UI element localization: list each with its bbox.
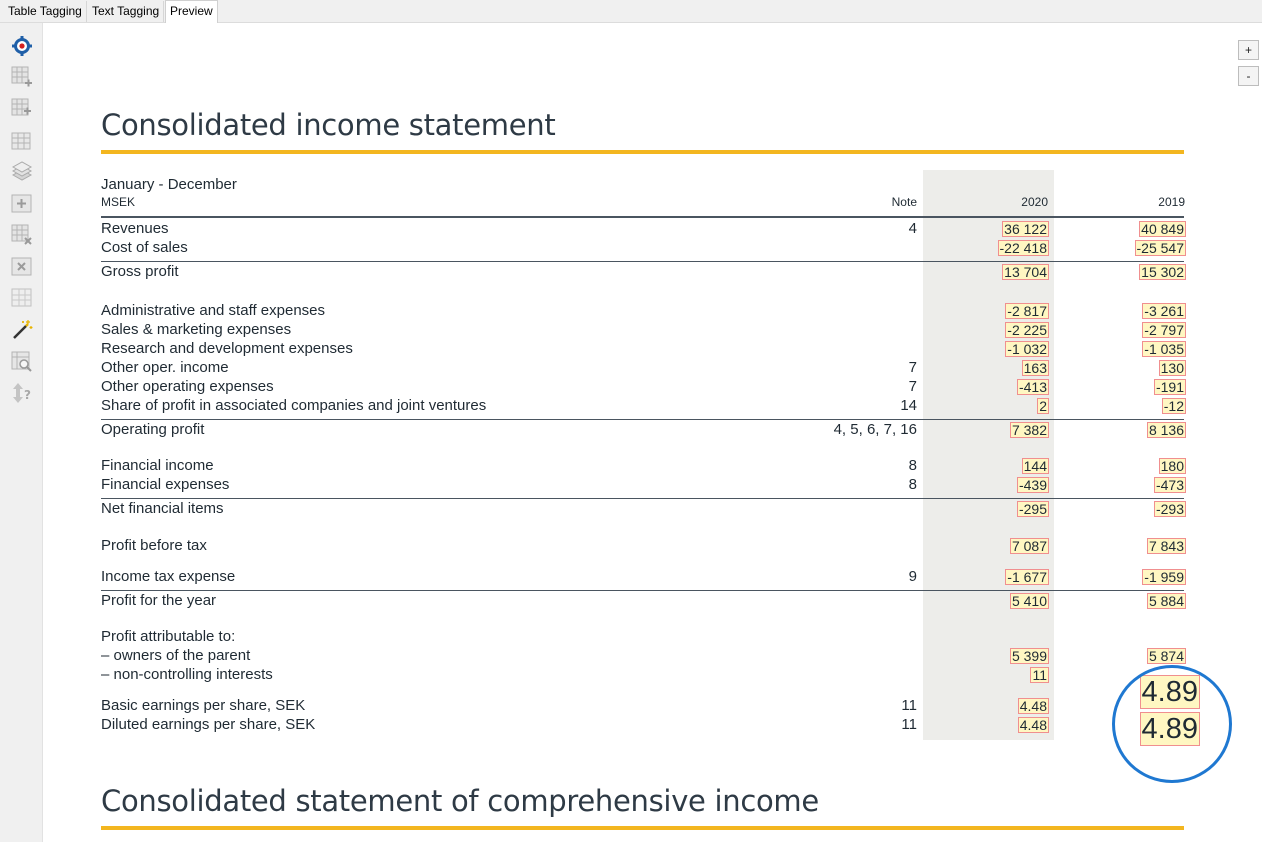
- tab-preview[interactable]: Preview: [165, 0, 218, 23]
- table-delete-icon[interactable]: [11, 224, 33, 246]
- row-note: 7: [908, 359, 917, 376]
- note-header: Note: [891, 195, 917, 209]
- value-2019[interactable]: 5 874: [1148, 648, 1184, 664]
- profit-year-rule: [101, 590, 1184, 591]
- value-2020[interactable]: 7 382: [1011, 422, 1047, 438]
- next-section-rule: [101, 826, 1184, 830]
- value-2020[interactable]: -413: [1018, 379, 1047, 395]
- value-2020[interactable]: -439: [1018, 477, 1047, 493]
- table-add-row-icon[interactable]: [11, 66, 33, 88]
- value-2019[interactable]: 7 843: [1148, 538, 1184, 554]
- value-2019[interactable]: 130: [1160, 360, 1184, 376]
- row-label: Share of profit in associated companies and joint ventures: [101, 397, 487, 414]
- value-2020[interactable]: -295: [1018, 501, 1047, 517]
- value-2019[interactable]: 15 302: [1141, 264, 1184, 280]
- gross-profit-rule: [101, 261, 1184, 262]
- row-note: 4: [908, 220, 917, 237]
- layers-icon[interactable]: [11, 161, 33, 183]
- value-2020[interactable]: 2: [1039, 398, 1047, 414]
- row-note: 11: [901, 716, 917, 733]
- value-2019[interactable]: -473: [1155, 477, 1184, 493]
- row-note: 11: [901, 697, 917, 714]
- value-2019[interactable]: 5 884: [1148, 593, 1184, 609]
- row-label: Financial income: [101, 457, 214, 474]
- value-2019[interactable]: -3 261: [1144, 303, 1184, 319]
- year-2019-header: 2019: [1158, 195, 1185, 209]
- value-2020[interactable]: 144: [1023, 458, 1047, 474]
- row-label: Cost of sales: [101, 239, 188, 256]
- row-note: 14: [900, 397, 917, 414]
- table-add-column-icon[interactable]: [11, 98, 33, 120]
- value-2019[interactable]: 40 849: [1141, 221, 1184, 237]
- row-label: Administrative and staff expenses: [101, 302, 326, 319]
- svg-text:?: ?: [24, 388, 31, 402]
- period-label: January - December: [101, 176, 237, 193]
- value-2020[interactable]: -1 677: [1007, 569, 1047, 585]
- currency-label: MSEK: [101, 195, 136, 209]
- table-blank-icon[interactable]: [11, 287, 33, 309]
- tab-bar: [0, 0, 1262, 23]
- value-2020[interactable]: 4.48: [1019, 717, 1047, 733]
- value-2020[interactable]: 13 704: [1004, 264, 1047, 280]
- value-2020[interactable]: -22 418: [999, 240, 1047, 256]
- row-label: Research and development expenses: [101, 340, 353, 357]
- row-label: – non-controlling interests: [101, 666, 273, 683]
- value-2020[interactable]: 5 399: [1011, 648, 1047, 664]
- value-2019[interactable]: -2 797: [1144, 322, 1184, 338]
- zoom-out-button[interactable]: -: [1238, 66, 1259, 86]
- row-label: Basic earnings per share, SEK: [101, 697, 306, 714]
- value-2019[interactable]: 8 136: [1148, 422, 1184, 438]
- row-label: Sales & marketing expenses: [101, 321, 292, 338]
- value-2020[interactable]: -2 225: [1007, 322, 1047, 338]
- sort-help-icon[interactable]: [11, 382, 33, 404]
- operating-profit-rule: [101, 419, 1184, 420]
- row-label: Other operating expenses: [101, 378, 274, 395]
- tab-table-tagging[interactable]: Table Tagging: [4, 1, 87, 22]
- row-note: 7: [908, 378, 917, 395]
- value-2019[interactable]: 180: [1160, 458, 1184, 474]
- row-label: Revenues: [101, 220, 169, 237]
- row-label: Income tax expense: [101, 568, 236, 585]
- header-rule: [101, 216, 1184, 218]
- year-2020-header: 2020: [1021, 195, 1048, 209]
- value-2020[interactable]: 7 087: [1011, 538, 1047, 554]
- value-2020[interactable]: 4.48: [1019, 698, 1047, 714]
- value-2019[interactable]: -25 547: [1136, 240, 1184, 256]
- table-remove-icon[interactable]: [11, 256, 33, 278]
- row-label: – owners of the parent: [101, 647, 251, 664]
- row-label: Gross profit: [101, 263, 179, 280]
- title-rule: [101, 150, 1184, 154]
- net-financial-rule: [101, 498, 1184, 499]
- row-label: Diluted earnings per share, SEK: [101, 716, 316, 733]
- row-label: Profit before tax: [101, 537, 207, 554]
- row-label: Other oper. income: [101, 359, 229, 376]
- value-2020[interactable]: 163: [1023, 360, 1047, 376]
- value-2020[interactable]: 5 410: [1011, 593, 1047, 609]
- row-label: Profit for the year: [101, 592, 217, 609]
- magic-wand-icon[interactable]: [11, 319, 33, 341]
- zoom-in-button[interactable]: +: [1238, 40, 1259, 60]
- row-note: 9: [908, 568, 917, 585]
- highlight-circle: [1112, 665, 1232, 783]
- row-note: 8: [908, 457, 917, 474]
- value-2019-magnified[interactable]: 4.89: [1141, 713, 1198, 745]
- table-grid-icon[interactable]: [11, 130, 33, 152]
- value-2020[interactable]: -2 817: [1007, 303, 1047, 319]
- row-note: 4, 5, 6, 7, 16: [833, 421, 917, 438]
- value-2019[interactable]: -1 035: [1144, 341, 1184, 357]
- value-2019[interactable]: -1 959: [1144, 569, 1184, 585]
- row-label: Net financial items: [101, 500, 224, 517]
- value-2019[interactable]: -191: [1155, 379, 1184, 395]
- value-2019-magnified[interactable]: 4.89: [1141, 676, 1198, 708]
- value-2020[interactable]: -1 032: [1007, 341, 1047, 357]
- value-2019[interactable]: -12: [1163, 398, 1184, 414]
- value-2020[interactable]: 36 122: [1004, 221, 1047, 237]
- next-section-title: Consolidated statement of comprehensive income: [101, 784, 819, 818]
- row-label: Financial expenses: [101, 476, 230, 493]
- value-2019[interactable]: -293: [1155, 501, 1184, 517]
- table-insert-icon[interactable]: [11, 193, 33, 215]
- row-label: Profit attributable to:: [101, 628, 236, 645]
- value-2020[interactable]: 11: [1032, 667, 1047, 683]
- row-label: Operating profit: [101, 421, 205, 438]
- row-note: 8: [908, 476, 917, 493]
- settings-gear-icon[interactable]: [11, 35, 33, 57]
- left-toolbar: [0, 23, 43, 842]
- tab-text-tagging[interactable]: Text Tagging: [88, 1, 164, 22]
- statement-title: Consolidated income statement: [101, 108, 556, 142]
- table-inspect-icon[interactable]: [11, 351, 33, 373]
